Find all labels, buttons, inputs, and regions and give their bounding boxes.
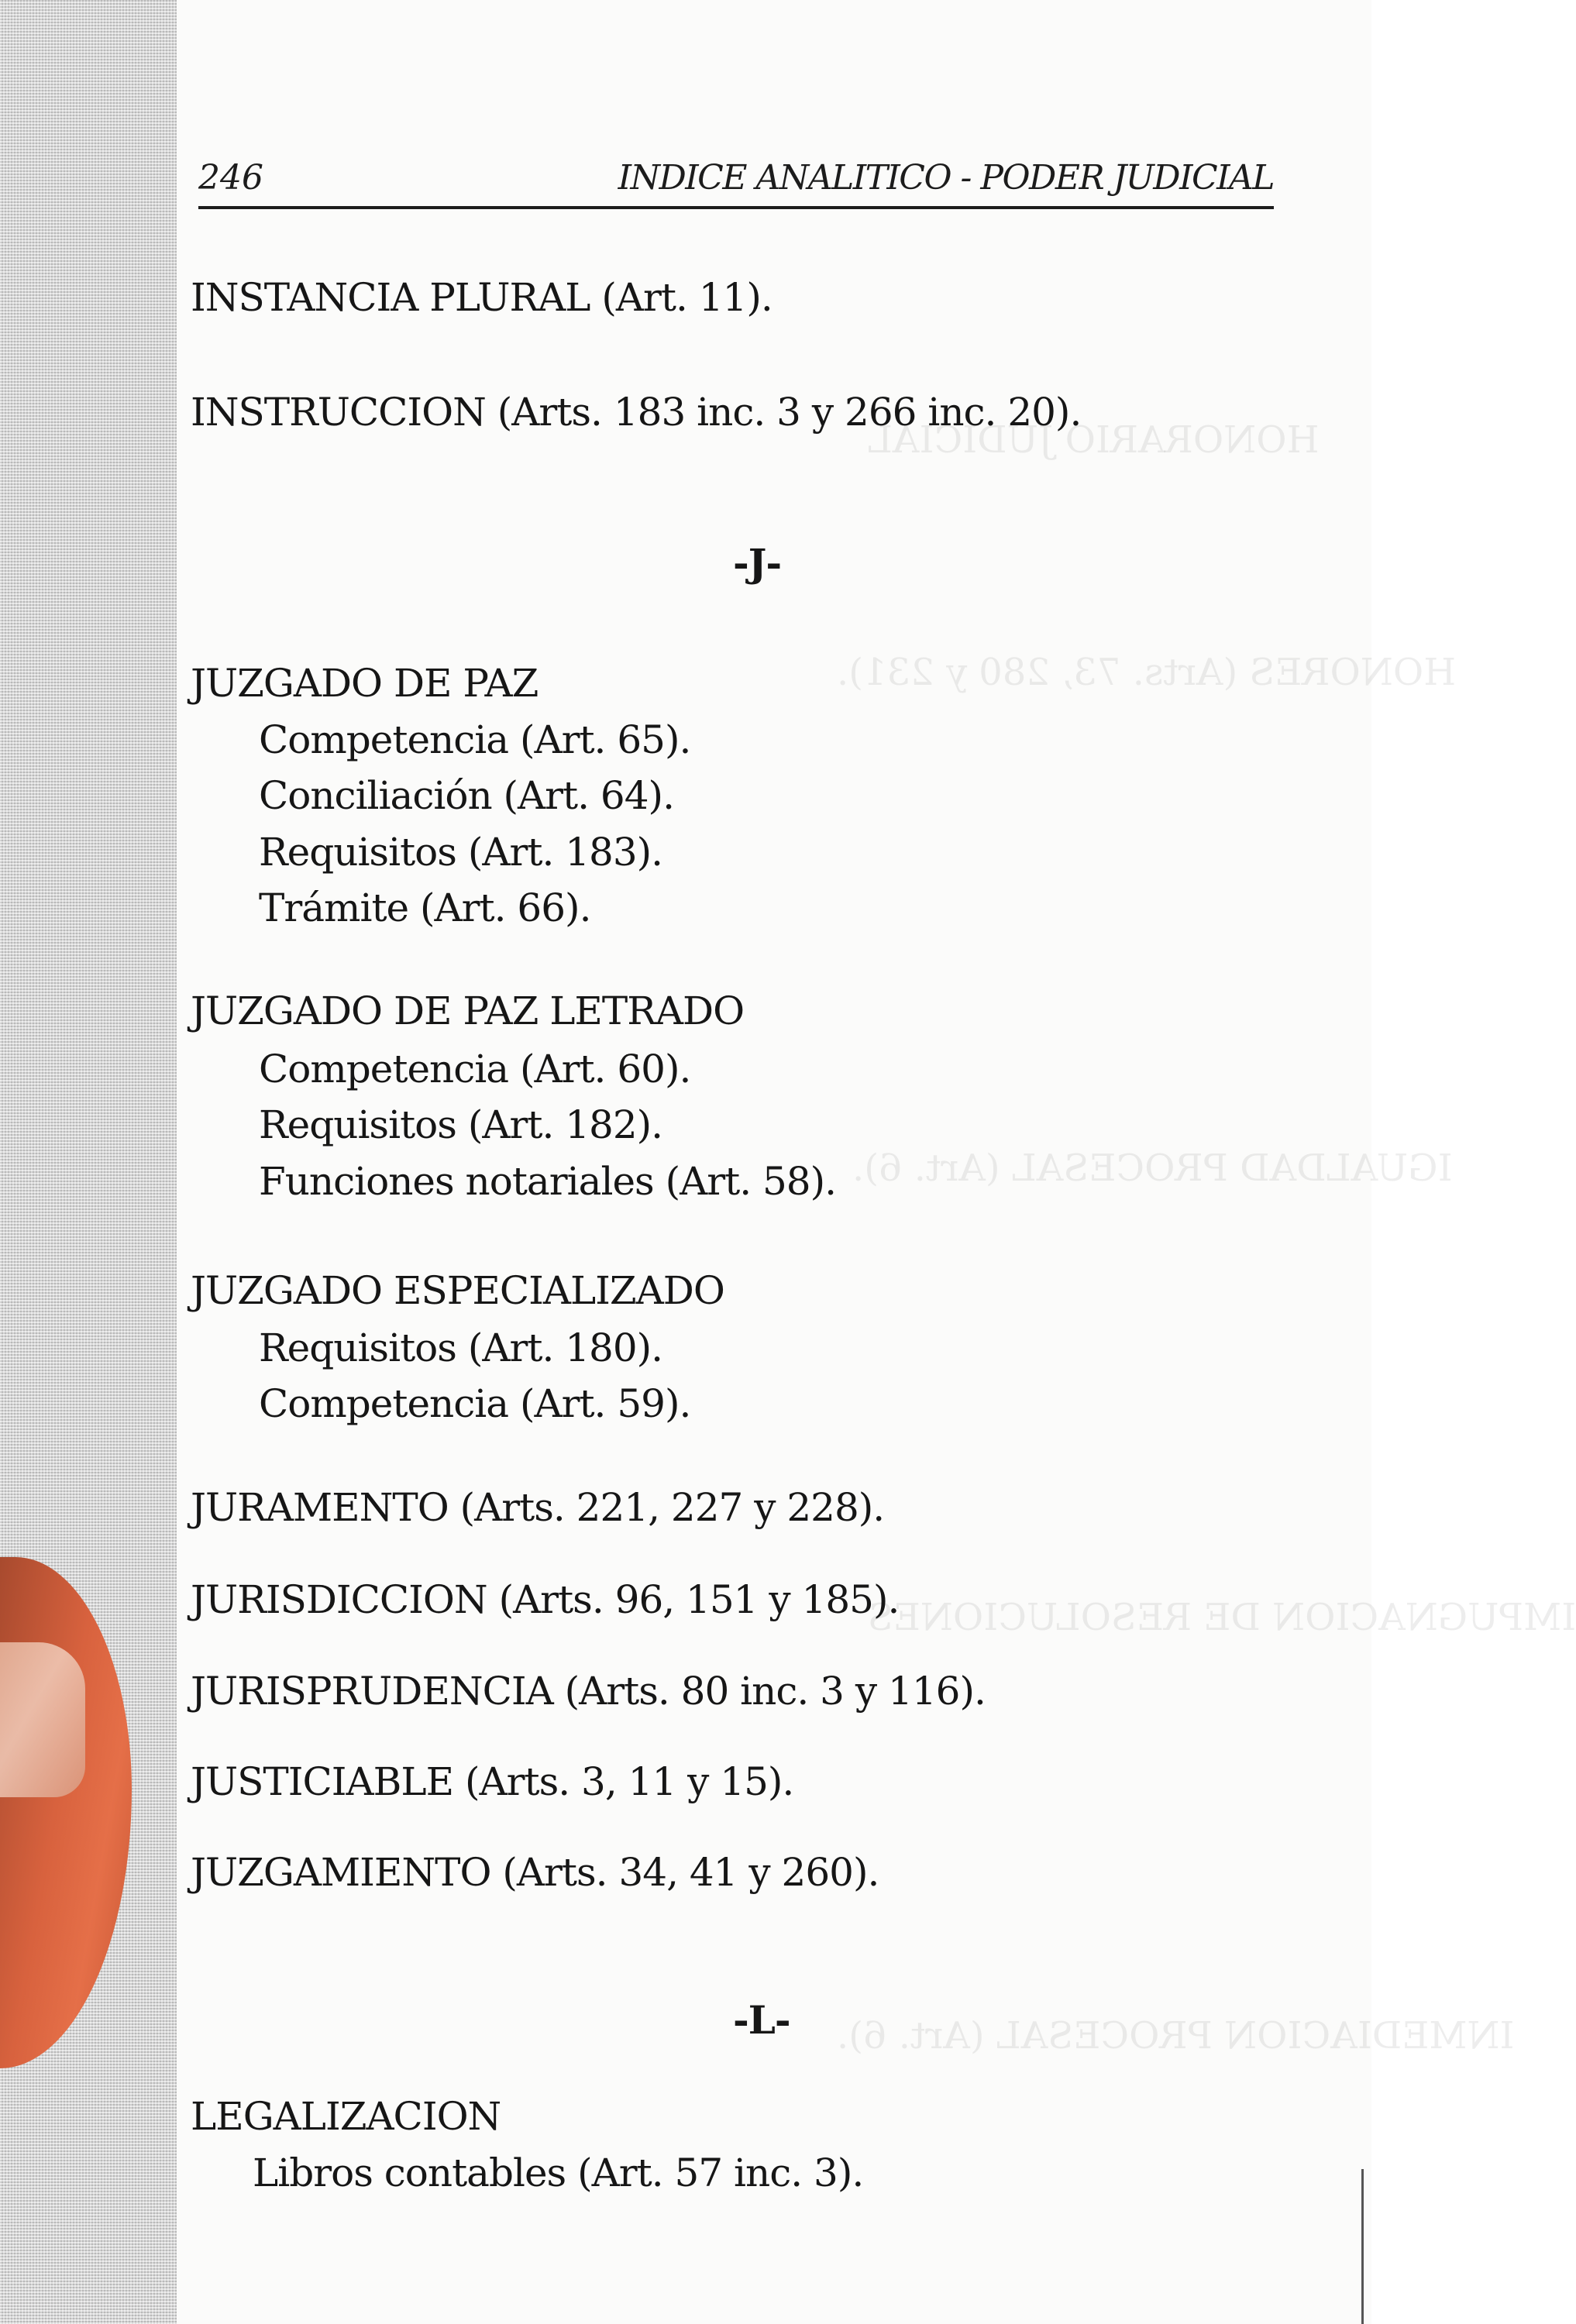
index-subentry: Trámite (Art. 66).	[259, 885, 591, 930]
index-entry-juzgado-de-paz-letrado: JUZGADO DE PAZ LETRADO	[191, 988, 745, 1033]
index-subentry: Requisitos (Art. 180).	[259, 1325, 663, 1370]
bleed-through-text: HONORARIO JUDICIAL	[868, 418, 1320, 462]
index-entry-jurisprudencia: JURISPRUDENCIA (Arts. 80 inc. 3 y 116).	[191, 1669, 986, 1714]
index-subentry: Requisitos (Art. 183).	[259, 830, 663, 875]
index-entry-juramento: JURAMENTO (Arts. 221, 227 y 228).	[191, 1485, 885, 1530]
index-subentry: Competencia (Art. 65).	[259, 717, 691, 762]
index-entry-instancia-plural: INSTANCIA PLURAL (Art. 11).	[191, 275, 773, 320]
running-title: INDICE ANALITICO - PODER JUDICIAL	[618, 158, 1274, 198]
bleed-through-text: HONORES (Arts. 73, 280 y 231).	[837, 651, 1457, 694]
index-subentry: Libros contables (Art. 57 inc. 3).	[253, 2150, 864, 2195]
index-entry-legalizacion: LEGALIZACION	[191, 2094, 501, 2139]
section-letter-j: -J-	[733, 540, 782, 586]
index-entry-juzgamiento: JUZGAMIENTO (Arts. 34, 41 y 260).	[191, 1850, 879, 1895]
index-entry-juzgado-de-paz: JUZGADO DE PAZ	[191, 661, 539, 706]
bleed-through-text: IGUALDAD PROCESAL (Art. 6).	[852, 1147, 1453, 1190]
bleed-through-text: IMPUGNACION DE RESOLUCIONES	[868, 1596, 1576, 1639]
index-entry-jurisdiccion: JURISDICCION (Arts. 96, 151 y 185).	[191, 1577, 900, 1622]
page-number: 246	[198, 158, 263, 198]
index-subentry: Conciliación (Art. 64).	[259, 773, 674, 818]
bleed-through-text: INMEDIACION PROCESAL (Art. 6).	[837, 2014, 1515, 2058]
index-entry-instruccion: INSTRUCCION (Arts. 183 inc. 3 y 266 inc. 20).	[191, 390, 1082, 435]
thumbnail-highlight	[0, 1642, 85, 1797]
running-header	[198, 152, 1274, 209]
index-subentry: Requisitos (Art. 182).	[259, 1102, 663, 1147]
index-entry-justiciable: JUSTICIABLE (Arts. 3, 11 y 15).	[191, 1759, 794, 1804]
index-subentry: Funciones notariales (Art. 58).	[259, 1159, 837, 1204]
page-edge-mark	[1361, 2169, 1364, 2324]
index-subentry: Competencia (Art. 60).	[259, 1047, 691, 1092]
index-entry-juzgado-especializado: JUZGADO ESPECIALIZADO	[191, 1268, 724, 1313]
index-subentry: Competencia (Art. 59).	[259, 1381, 691, 1426]
section-letter-l: -L-	[733, 1997, 790, 2043]
